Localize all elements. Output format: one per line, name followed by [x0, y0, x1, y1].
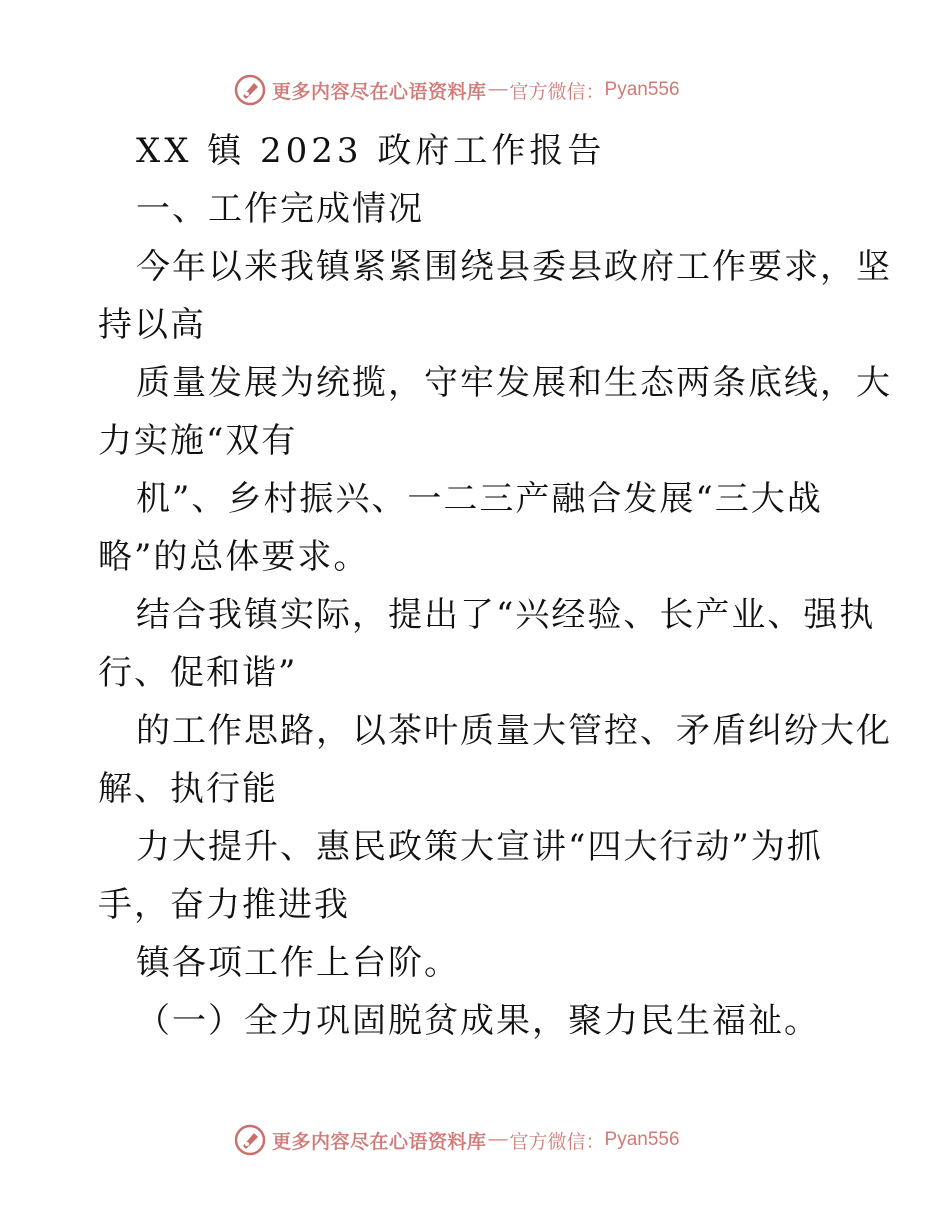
document-body: [98, 122, 892, 1050]
watermark-banner-bottom: [234, 1122, 680, 1158]
paragraph-line: 的工作思路，以茶叶质量大管控、矛盾纠纷大化: [136, 711, 892, 751]
pen-nib-logo-icon: [234, 1124, 266, 1156]
pen-nib-logo-icon: [234, 74, 266, 106]
paragraph-line: 持以高: [98, 305, 206, 345]
watermark-handle: Pyan556: [604, 79, 680, 100]
paragraph-line: 质量发展为统揽，守牢发展和生态两条底线，大: [136, 363, 892, 403]
watermark-wechat-label: 官方微信：: [509, 1130, 605, 1153]
subsection-heading: （一）全力巩固脱贫成果，聚力民生福祉。: [136, 1001, 820, 1041]
watermark-wechat-label: 官方微信：: [509, 80, 605, 103]
paragraph-line: 略”的总体要求。: [98, 537, 370, 577]
watermark-separator: —: [488, 1129, 508, 1150]
watermark-brand: 更多内容尽在心语资料库: [272, 80, 487, 103]
paragraph-line: 今年以来我镇紧紧围绕县委县政府工作要求，坚: [136, 247, 892, 287]
paragraph-line: 力实施“双有: [98, 421, 298, 461]
paragraph-line: 机”、乡村振兴、一二三产融合发展“三大战: [136, 479, 823, 519]
document-title: XX 镇 2023 政府工作报告: [136, 131, 606, 171]
paragraph-line: 手，奋力推进我: [98, 885, 350, 925]
paragraph-line: 力大提升、惠民政策大宣讲“四大行动”为抓: [136, 827, 823, 867]
watermark-brand: 更多内容尽在心语资料库: [272, 1130, 487, 1153]
watermark-handle: Pyan556: [604, 1129, 680, 1150]
watermark-banner-top: [234, 72, 680, 108]
paragraph-line: 解、执行能: [98, 769, 278, 809]
paragraph-line: 行、促和谐”: [98, 653, 298, 693]
watermark-separator: —: [488, 79, 508, 100]
paragraph-line: 镇各项工作上台阶。: [136, 943, 460, 983]
paragraph-line: 结合我镇实际，提出了“兴经验、长产业、强执: [136, 595, 876, 635]
section-heading: 一、工作完成情况: [136, 189, 424, 229]
